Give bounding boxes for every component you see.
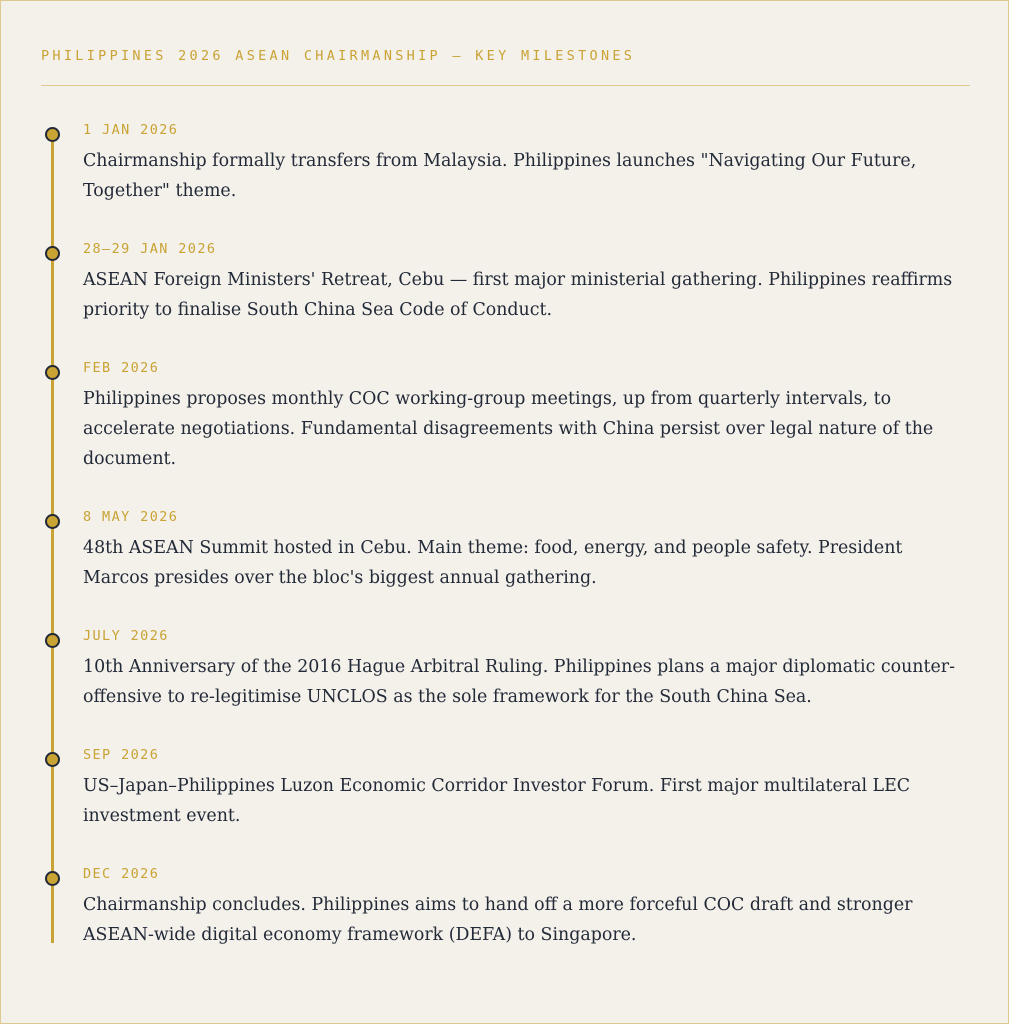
panel-title: PHILIPPINES 2026 ASEAN CHAIRMANSHIP — KEY MILESTONES — [41, 48, 636, 64]
milestone-description: 10th Anniversary of the 2016 Hague Arbitral Ruling. Philippines plans a major diplomatic counter-offensive to re-legitimise UNCLOS as the sole framework for the South China Sea. — [83, 657, 955, 707]
milestone-description: ASEAN Foreign Ministers' Retreat, Cebu — first major ministerial gathering. Philippines reaffirms priority to finalise South China Sea Code of Conduct. — [83, 270, 953, 320]
milestone-date: SEP 2026 — [83, 747, 160, 763]
milestone-description: US–Japan–Philippines Luzon Economic Corridor Investor Forum. First major multilateral LEC investment event. — [83, 776, 911, 826]
milestone-date: JULY 2026 — [83, 628, 169, 644]
milestone-description: Philippines proposes monthly COC working-group meetings, up from quarterly intervals, to accelerate negotiations. Fundamental disagreements with China persist over legal nature of the document. — [83, 389, 934, 469]
title-divider — [41, 85, 970, 86]
milestone-description: Chairmanship concludes. Philippines aims to hand off a more forceful COC draft and stronger ASEAN-wide digital economy framework (DEFA) to Singapore. — [83, 895, 913, 945]
timeline-dot-icon — [45, 633, 60, 648]
timeline — [41, 119, 970, 945]
timeline-dot-icon — [45, 752, 60, 767]
timeline-dot-icon — [45, 127, 60, 142]
milestone-description: 48th ASEAN Summit hosted in Cebu. Main theme: food, energy, and people safety. President Marcos presides over the bloc's biggest annual gathering. — [83, 538, 903, 588]
timeline-dot-icon — [45, 514, 60, 529]
timeline-dot-icon — [45, 365, 60, 380]
timeline-dot-icon — [45, 871, 60, 886]
milestone-date: 28–29 JAN 2026 — [83, 241, 217, 257]
milestone-date: DEC 2026 — [83, 866, 160, 882]
milestone-date: 8 MAY 2026 — [83, 509, 179, 525]
milestone-date: FEB 2026 — [83, 360, 160, 376]
timeline-dot-icon — [45, 246, 60, 261]
milestone-description: Chairmanship formally transfers from Malaysia. Philippines launches "Navigating Our Future, Together" theme. — [83, 151, 917, 201]
milestone-date: 1 JAN 2026 — [83, 122, 179, 138]
